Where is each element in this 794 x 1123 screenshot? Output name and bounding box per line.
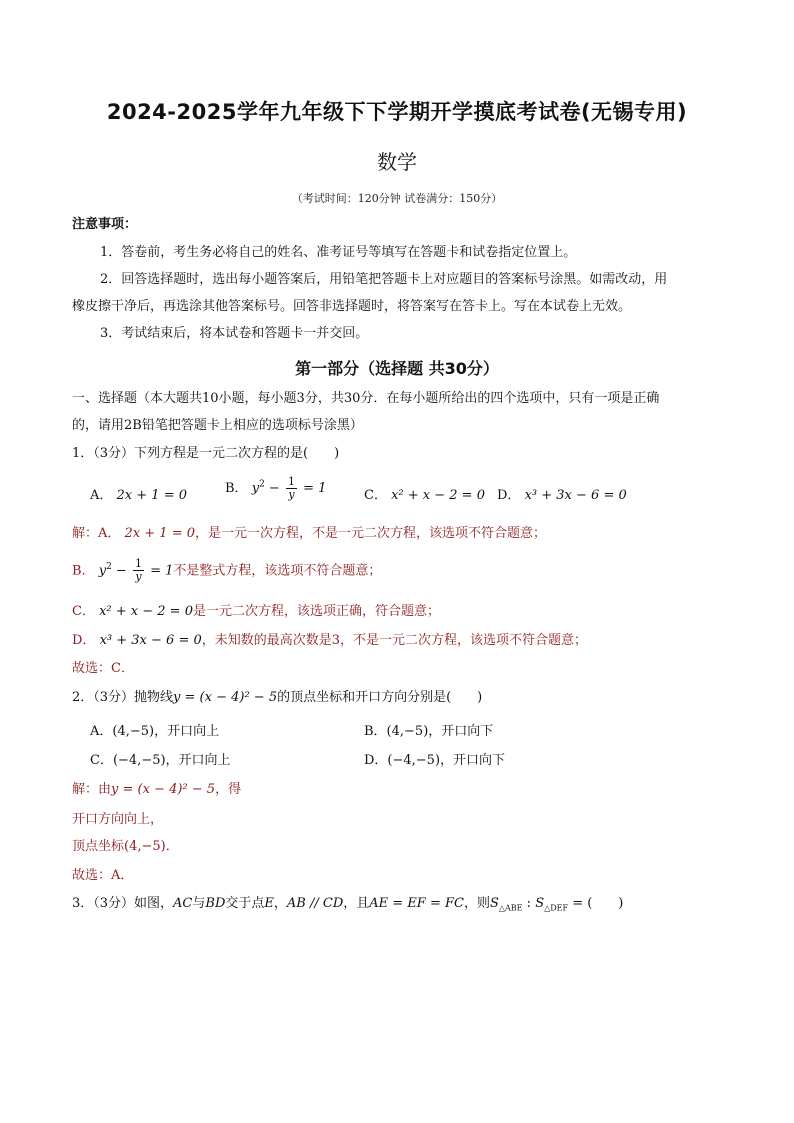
q2-stem: 2．（3分）抛物线y = (x − 4)² − 5的顶点坐标和开口方向分别是( ) [72,690,483,705]
section-title: 第一部分（选择题 共30分） [295,359,499,378]
subject-title: 数学 [377,150,417,174]
q1-solution-a: 解：A． 2x + 1 = 0，是一元一次方程，不是一元二次方程，该选项不符合题意； [72,526,547,541]
q2-option-b: B．(4,−5)，开口向下 [364,724,494,739]
q1-solution-b: B． $y^2$ − $\frac{1}{y}$ = 1不是整式方程，该选项不符合题意； [72,557,382,584]
q3-stem: 3．（3分）如图，AC与BD交于点E，AB // CD，且AE = EF = FC，则$S_{\triangle ABE}$ : $S_{\triangle DEF}$ = ( ) [72,896,624,913]
fraction: $\frac{1}{y}$ [134,557,142,584]
q2-option-c: C．(−4,−5)，开口向上 [90,753,231,768]
q1-solution-d: D． x³ + 3x − 6 = 0，未知数的最高次数是3，不是一元二次方程，该选项不符合题意； [72,633,588,648]
note-item: 1．答卷前，考生务必将自己的姓名、准考证号等填写在答题卡和试卷指定位置上。 [100,245,577,260]
q1-solution-c: C． x² + x − 2 = 0是一元二次方程，该选项正确，符合题意； [72,604,440,619]
q2-option-d: D．(−4,−5)，开口向下 [364,753,506,768]
q1-choice: 故选：C． [72,661,134,676]
q2-option-a: A．(4,−5)，开口向上 [90,724,220,739]
note-item: 橡皮擦干净后，再选涂其他答案标号。回答非选择题时，将答案写在答卡上。写在本试卷上无效。 [72,299,632,314]
q1-stem: 1．（3分）下列方程是一元二次方程的是( ) [72,446,340,461]
section-intro: 的，请用2B铅笔把答题卡上相应的选项标号涂黑） [72,418,363,433]
notes-heading: 注意事项： [72,217,138,232]
note-item: 3．考试结束后，将本试卷和答题卡一并交回。 [100,326,369,341]
section-intro: 一、选择题（本大题共10小题，每小题3分，共30分．在每小题所给出的四个选项中，只有一项是正确 [72,391,660,406]
exam-meta: （考试时间：120分钟 试卷满分：150分） [291,192,503,205]
fraction: $\frac{1}{y}$ [287,475,295,501]
q1-option-d: D． x³ + 3x − 6 = 0 [497,488,627,503]
q2-solution: 解：由y = (x − 4)² − 5，得 [72,782,242,797]
q1-option-b: B． $y^2$ − $\frac{1}{y}$ = 1 [225,475,327,501]
q2-solution-vertex: 顶点坐标(4,−5)． [72,839,179,854]
note-item: 2．回答选择题时，选出每小题答案后，用铅笔把答题卡上对应题目的答案标号涂黑。如需改动，用 [100,272,668,287]
q1-option-c: C． x² + x − 2 = 0 [364,488,485,503]
q2-choice: 故选：A． [72,868,134,883]
q1-option-a: A． 2x + 1 = 0 [90,488,187,503]
q2-solution-direction: 开口方向向上， [72,812,164,827]
exam-title: 2024-2025学年九年级下下学期开学摸底考试卷(无锡专用) [106,100,688,124]
